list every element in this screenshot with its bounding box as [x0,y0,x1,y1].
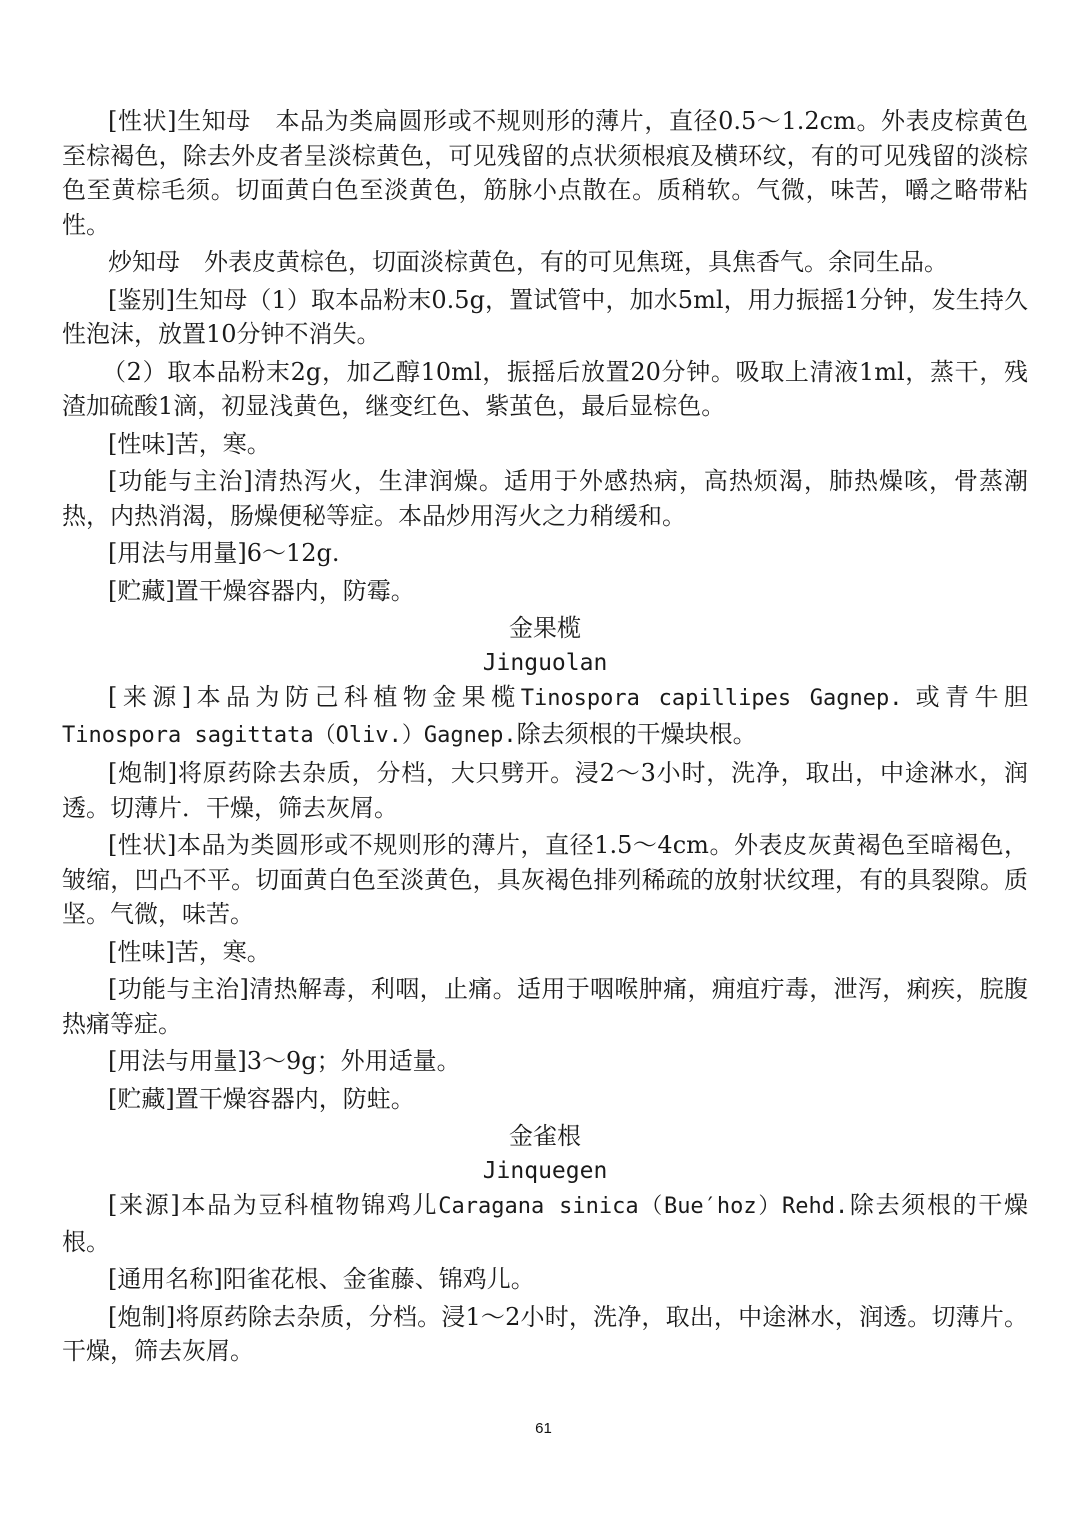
entry-pinyin-jinguolan: Jinguolan [482,649,608,676]
laiyuan-text-b: 除去须根的干燥根。 [62,1191,1028,1256]
laiyuan-text-b: 或青牛胆 [915,683,1028,711]
laiyuan-text-a: [来源]本品为防己科植物金果榄 [108,683,521,711]
paragraph-zhucang-jinguolan: [贮藏]置干燥容器内，防蛀。 [108,1084,415,1113]
paragraph-jianbie-2: （2）取本品粉末2g，加乙醇10ml，振摇后放置20分钟。吸取上清液1ml，蒸干，残渣加硫酸1滴，初显浅黄色，继变红色、紫茧色，最后显棕色。 [62,357,1028,420]
laiyuan-text-c: 除去须根的干燥块根。 [516,719,757,748]
paragraph-xingzhuang-sheng: [性状]生知母 本品为类扁圆形或不规则形的薄片，直径0.5～1.2cm。外表皮棕黄色至棕褐色，除去外皮者呈淡棕黄色，可见残留的点状须根痕及横环纹，有的可见残留的淡棕色至黄棕毛须。切面黄白色至淡黄色，筋脉小点散在。质稍软。气微，味苦，嚼之略带粘性。 [62,107,1028,239]
paragraph-laiyuan-jinquegen [62,1188,1028,1259]
entry-pinyin-jinquegen: Jinquegen [482,1157,608,1184]
paragraph-xingzhuang-chao: 炒知母 外表皮黄棕色，切面淡棕黄色，有的可见焦斑，具焦香气。余同生品。 [108,248,948,276]
paragraph-yongfa-jinguolan: [用法与用量]3～9g；外用适量。 [108,1047,461,1075]
page-number: 61 [535,1420,552,1437]
document-body [62,104,1028,1372]
latin-name: Caragana sinica（Bue′hoz）Rehd. [438,1194,849,1219]
paragraph-gongneng-jinguolan: [功能与主治]清热解毒，利咽，止痛。适用于咽喉肿痛，痈疽疔毒，泄泻，痢疾，脘腹热痛等症。 [62,975,1028,1038]
latin-name-1: Tinospora capillipes Gagnep. [520,686,903,711]
paragraph-xingzhuang-jinguolan: [性状]本品为类圆形或不规则形的薄片，直径1.5～4cm。外表皮灰黄褐色至暗褐色，皱缩，凹凸不平。切面黄白色至淡黄色，具灰褐色排列稀疏的放射状纹理，有的具裂隙。质坚。气微，味苦。 [62,831,1028,928]
paragraph-tongyong-jinquegen: [通用名称]阳雀花根、金雀藤、锦鸡儿。 [108,1265,535,1293]
paragraph-xingwei-jinguolan: [性味]苦，寒。 [108,937,271,966]
paragraph-yongfa: [用法与用量]6～12g. [108,539,340,567]
paragraph-jianbie-1: [鉴别]生知母（1）取本品粉末0.5g，置试管中，加水5ml，用力振摇1分钟，发生持久性泡沫，放置10分钟不消失。 [62,285,1028,348]
entry-title-jinguolan: 金果榄 [509,614,581,642]
paragraph-zhucang: [贮藏]置干燥容器内，防霉。 [108,576,415,605]
paragraph-laiyuan-jinguolan [62,680,1028,753]
laiyuan-text-a: [来源]本品为豆科植物锦鸡儿 [108,1191,439,1219]
entry-title-jinquegen: 金雀根 [509,1122,581,1150]
paragraph-gongneng: [功能与主治]清热泻火，生津润燥。适用于外感热病，高热烦渴，肺热燥咳，骨蒸潮热，内热消渴，肠燥便秘等症。本品炒用泻火之力稍缓和。 [62,467,1028,530]
latin-name-2: Tinospora sagittata（Oliv.）Gagnep. [62,722,517,748]
paragraph-paozhi-jinguolan: [炮制]将原药除去杂质，分档，大只劈开。浸2～3小时，洗净，取出，中途淋水，润透。切薄片．干燥，筛去灰屑。 [62,759,1028,822]
paragraph-xingwei: [性味]苦，寒。 [108,429,271,458]
paragraph-paozhi-jinquegen: [炮制]将原药除去杂质，分档。浸1～2小时，洗净，取出，中途淋水，润透。切薄片。干燥，筛去灰屑。 [62,1302,1028,1365]
